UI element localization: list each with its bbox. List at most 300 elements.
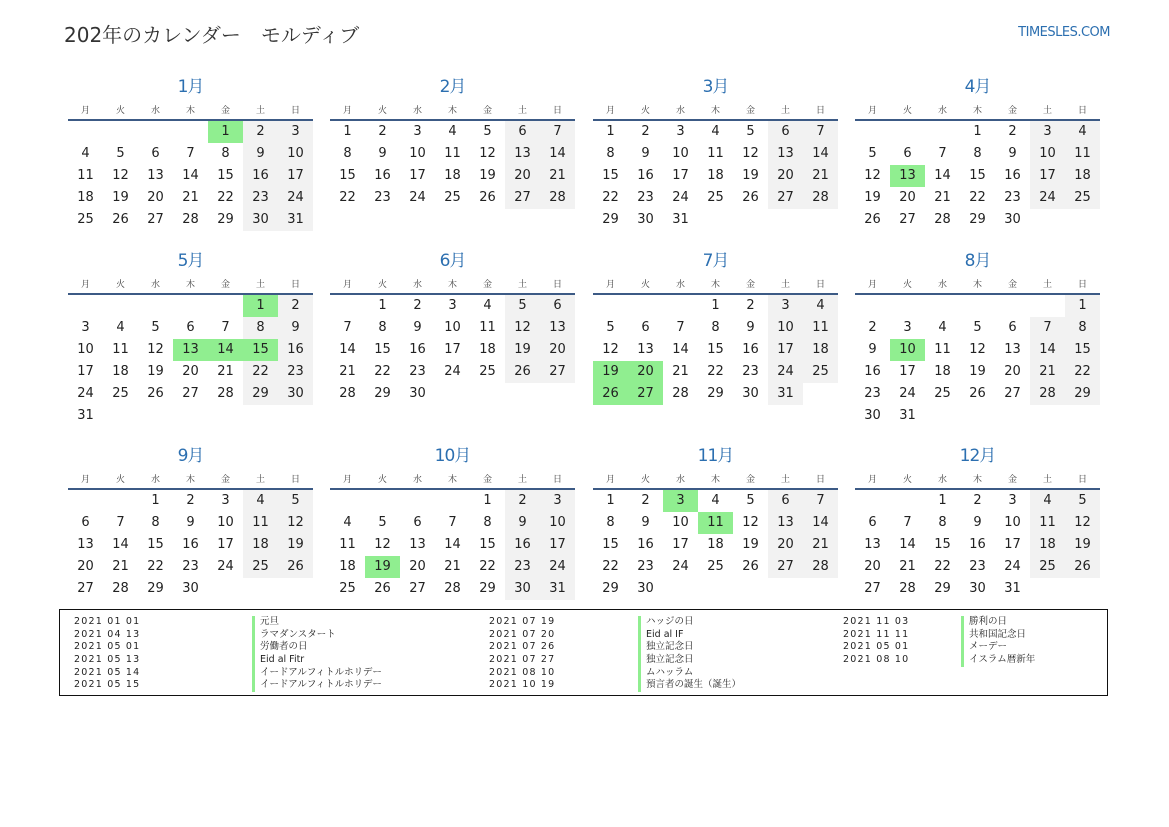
day-cell: 4 <box>116 320 125 335</box>
weekday-label: 火 <box>377 106 387 116</box>
weekday-label: 木 <box>972 106 982 116</box>
day-cell: 27 <box>768 556 803 578</box>
day-cell: 16 <box>864 364 881 379</box>
day-cell: 5 <box>151 320 160 335</box>
day-cell: 21 <box>339 364 356 379</box>
day-cell: 22 <box>934 559 951 574</box>
day-cell: 15 <box>479 537 496 552</box>
day-cell: 2 <box>378 124 387 139</box>
day-cell: 1 <box>1065 295 1100 317</box>
month-name: 1月 <box>177 77 204 97</box>
day-cell: 3 <box>903 320 912 335</box>
day-cell: 22 <box>243 361 278 383</box>
day-cell: 26 <box>374 581 391 596</box>
holiday-name: 勝利の日 <box>961 616 1007 629</box>
weekday-label: 土 <box>1042 106 1052 116</box>
holiday-date: 2021 05 01 <box>843 641 910 653</box>
day-cell: 1 <box>378 298 387 313</box>
day-cell: 10 <box>77 342 94 357</box>
day-cell: 13 <box>637 342 654 357</box>
day-cell: 10 <box>540 512 575 534</box>
day-cell: 12 <box>742 515 759 530</box>
month-name: 2月 <box>439 77 466 97</box>
weekday-label: 火 <box>115 106 125 116</box>
weekday-header <box>855 103 1100 116</box>
weekday-label: 火 <box>640 280 650 290</box>
day-cell: 10 <box>672 515 689 530</box>
day-cell: 28 <box>112 581 129 596</box>
weekday-label: 木 <box>710 475 720 485</box>
weekday-label: 土 <box>517 280 527 290</box>
day-cell: 28 <box>934 212 951 227</box>
day-cell: 25 <box>707 190 724 205</box>
weekday-label: 木 <box>185 106 195 116</box>
day-cell: 7 <box>903 515 912 530</box>
day-cell: 8 <box>221 146 230 161</box>
holiday-name: 共和国記念日 <box>961 629 1026 642</box>
day-cell: 5 <box>278 490 313 512</box>
weekday-header <box>593 277 838 290</box>
day-cell: 20 <box>768 165 803 187</box>
day-cell: 13 <box>540 317 575 339</box>
day-cell: 6 <box>903 146 912 161</box>
weekday-label: 水 <box>937 475 947 485</box>
holiday-day-cell: 14 <box>208 339 243 361</box>
day-cell: 15 <box>339 168 356 183</box>
weekday-label: 金 <box>745 280 755 290</box>
weekday-label: 土 <box>517 475 527 485</box>
day-cell: 25 <box>339 581 356 596</box>
day-cell: 9 <box>413 320 422 335</box>
holiday-day-cell: 1 <box>208 121 243 143</box>
day-cell: 17 <box>672 168 689 183</box>
day-cell: 5 <box>746 493 755 508</box>
day-cell: 27 <box>1004 386 1021 401</box>
weekday-label: 金 <box>482 280 492 290</box>
day-cell: 19 <box>969 364 986 379</box>
weekday-label: 火 <box>902 106 912 116</box>
day-cell: 27 <box>409 581 426 596</box>
day-cell: 2 <box>186 493 195 508</box>
weekday-label: 日 <box>815 106 825 116</box>
day-cell: 23 <box>969 559 986 574</box>
day-cell: 14 <box>444 537 461 552</box>
day-cell: 23 <box>742 364 759 379</box>
day-cell: 12 <box>505 317 540 339</box>
day-cell: 27 <box>505 187 540 209</box>
day-cell: 8 <box>1065 317 1100 339</box>
weekday-label: 土 <box>780 475 790 485</box>
holiday-date: 2021 07 20 <box>489 628 556 640</box>
day-cell: 11 <box>339 537 356 552</box>
day-cell: 8 <box>973 146 982 161</box>
day-cell: 1 <box>606 124 615 139</box>
day-cell: 23 <box>637 190 654 205</box>
day-cell: 26 <box>742 190 759 205</box>
day-cell: 23 <box>243 187 278 209</box>
day-cell: 5 <box>1065 490 1100 512</box>
day-cell: 18 <box>339 559 356 574</box>
site-link[interactable]: TIMESLES.COM <box>1018 25 1110 40</box>
holiday-name: イードアルフィトルホリデー <box>252 679 382 692</box>
weekday-label: 木 <box>447 475 457 485</box>
holiday-date: 2021 05 15 <box>74 679 141 691</box>
day-cell: 17 <box>409 168 426 183</box>
day-cell: 17 <box>540 534 575 556</box>
day-cell: 15 <box>707 342 724 357</box>
month-name: 11月 <box>697 446 734 466</box>
day-cell: 13 <box>409 537 426 552</box>
day-cell: 10 <box>672 146 689 161</box>
weekday-label: 日 <box>552 475 562 485</box>
day-cell: 18 <box>444 168 461 183</box>
day-cell: 21 <box>1030 361 1065 383</box>
day-cell: 5 <box>606 320 615 335</box>
weekday-label: 土 <box>255 280 265 290</box>
day-cell: 1 <box>343 124 352 139</box>
day-cell: 27 <box>864 581 881 596</box>
day-cell: 14 <box>803 143 838 165</box>
day-cell: 10 <box>278 143 313 165</box>
day-cell: 14 <box>1030 339 1065 361</box>
day-cell: 15 <box>969 168 986 183</box>
day-cell: 12 <box>112 168 129 183</box>
holiday-name: ムハッラム <box>638 667 693 680</box>
holiday-date: 2021 07 19 <box>489 616 556 627</box>
day-cell: 11 <box>444 146 461 161</box>
weekday-header <box>68 472 313 485</box>
weekday-label: 水 <box>675 475 685 485</box>
day-cell: 30 <box>742 386 759 401</box>
weekday-label: 木 <box>972 280 982 290</box>
month-name: 7月 <box>702 251 729 271</box>
day-cell: 3 <box>1008 493 1017 508</box>
day-cell: 17 <box>444 342 461 357</box>
day-cell: 31 <box>768 383 803 405</box>
day-cell: 25 <box>1065 187 1100 209</box>
weekday-label: 日 <box>290 106 300 116</box>
holiday-day-cell: 20 <box>628 361 663 383</box>
weekday-label: 金 <box>482 106 492 116</box>
day-cell: 22 <box>602 190 619 205</box>
day-cell: 30 <box>637 581 654 596</box>
day-cell: 3 <box>81 320 90 335</box>
day-cell: 19 <box>278 534 313 556</box>
day-cell: 24 <box>540 556 575 578</box>
day-cell: 2 <box>413 298 422 313</box>
day-cell: 25 <box>112 386 129 401</box>
day-cell: 6 <box>540 295 575 317</box>
holiday-date: 2021 11 11 <box>843 628 910 640</box>
day-cell: 18 <box>803 339 838 361</box>
day-cell: 31 <box>77 408 94 423</box>
day-cell: 5 <box>973 320 982 335</box>
weekday-label: 水 <box>937 106 947 116</box>
day-cell: 25 <box>77 212 94 227</box>
day-cell: 24 <box>672 190 689 205</box>
day-cell: 11 <box>707 146 724 161</box>
day-cell: 21 <box>899 559 916 574</box>
day-cell: 7 <box>938 146 947 161</box>
day-cell: 26 <box>742 559 759 574</box>
holiday-list <box>59 609 1108 696</box>
day-cell: 14 <box>182 168 199 183</box>
day-cell: 25 <box>934 386 951 401</box>
weekday-label: 火 <box>902 475 912 485</box>
day-cell: 10 <box>768 317 803 339</box>
weekday-label: 火 <box>115 475 125 485</box>
day-cell: 15 <box>934 537 951 552</box>
day-cell: 3 <box>413 124 422 139</box>
holiday-name: 独立記念日 <box>638 654 694 667</box>
day-cell: 9 <box>868 342 877 357</box>
day-cell: 12 <box>1065 512 1100 534</box>
day-cell: 23 <box>1004 190 1021 205</box>
month-name: 5月 <box>177 251 204 271</box>
day-cell: 13 <box>864 537 881 552</box>
day-cell: 1 <box>938 493 947 508</box>
day-cell: 4 <box>448 124 457 139</box>
day-cell: 24 <box>1004 559 1021 574</box>
day-cell: 7 <box>221 320 230 335</box>
day-cell: 9 <box>641 146 650 161</box>
day-cell: 7 <box>116 515 125 530</box>
day-cell: 25 <box>444 190 461 205</box>
day-cell: 8 <box>483 515 492 530</box>
day-cell: 21 <box>540 165 575 187</box>
day-cell: 4 <box>711 493 720 508</box>
day-cell: 24 <box>672 559 689 574</box>
holiday-name: イードアルフィトルホリデー <box>252 667 382 680</box>
day-cell: 15 <box>602 537 619 552</box>
day-cell: 17 <box>278 165 313 187</box>
day-cell: 20 <box>1004 364 1021 379</box>
weekday-label: 水 <box>412 475 422 485</box>
day-cell: 17 <box>899 364 916 379</box>
weekday-label: 木 <box>447 106 457 116</box>
holiday-date: 2021 07 26 <box>489 641 556 653</box>
day-cell: 6 <box>1008 320 1017 335</box>
day-cell: 4 <box>1065 121 1100 143</box>
day-cell: 19 <box>1065 534 1100 556</box>
day-cell: 23 <box>864 386 881 401</box>
weekday-label: 木 <box>185 280 195 290</box>
day-cell: 12 <box>742 146 759 161</box>
weekday-label: 月 <box>342 106 352 116</box>
day-cell: 21 <box>112 559 129 574</box>
day-cell: 27 <box>768 187 803 209</box>
day-cell: 12 <box>374 537 391 552</box>
holiday-day-cell: 15 <box>243 339 278 361</box>
weekday-label: 土 <box>255 106 265 116</box>
day-cell: 21 <box>934 190 951 205</box>
day-cell: 3 <box>540 490 575 512</box>
weekday-header <box>593 103 838 116</box>
holiday-date: 2021 05 13 <box>74 654 141 666</box>
day-cell: 6 <box>768 490 803 512</box>
day-cell: 30 <box>182 581 199 596</box>
day-cell: 16 <box>409 342 426 357</box>
day-cell: 7 <box>803 121 838 143</box>
day-cell: 22 <box>707 364 724 379</box>
weekday-label: 火 <box>115 280 125 290</box>
day-cell: 28 <box>444 581 461 596</box>
day-cell: 29 <box>934 581 951 596</box>
day-cell: 22 <box>217 190 234 205</box>
day-cell: 14 <box>899 537 916 552</box>
day-cell: 7 <box>343 320 352 335</box>
day-cell: 11 <box>803 317 838 339</box>
day-cell: 20 <box>409 559 426 574</box>
day-cell: 28 <box>339 386 356 401</box>
weekday-label: 月 <box>342 475 352 485</box>
day-cell: 12 <box>147 342 164 357</box>
weekday-label: 土 <box>1042 280 1052 290</box>
day-cell: 3 <box>221 493 230 508</box>
day-cell: 9 <box>378 146 387 161</box>
weekday-label: 日 <box>815 280 825 290</box>
day-cell: 6 <box>186 320 195 335</box>
day-cell: 6 <box>505 121 540 143</box>
day-cell: 31 <box>899 408 916 423</box>
day-cell: 22 <box>339 190 356 205</box>
holiday-day-cell: 1 <box>243 295 278 317</box>
day-cell: 9 <box>973 515 982 530</box>
weekday-label: 火 <box>640 106 650 116</box>
weekday-label: 火 <box>377 280 387 290</box>
day-cell: 9 <box>505 512 540 534</box>
day-cell: 19 <box>505 339 540 361</box>
day-cell: 24 <box>278 187 313 209</box>
weekday-label: 月 <box>605 280 615 290</box>
day-cell: 30 <box>278 383 313 405</box>
day-cell: 30 <box>969 581 986 596</box>
weekday-label: 月 <box>867 280 877 290</box>
weekday-label: 月 <box>80 106 90 116</box>
day-cell: 12 <box>602 342 619 357</box>
day-cell: 19 <box>742 537 759 552</box>
weekday-header <box>68 103 313 116</box>
holiday-date: 2021 05 01 <box>74 641 141 653</box>
day-cell: 17 <box>217 537 234 552</box>
day-cell: 21 <box>803 165 838 187</box>
day-cell: 5 <box>868 146 877 161</box>
weekday-label: 金 <box>1007 280 1017 290</box>
weekday-label: 金 <box>1007 475 1017 485</box>
day-cell: 28 <box>899 581 916 596</box>
month-name: 12月 <box>959 446 996 466</box>
weekday-label: 月 <box>80 280 90 290</box>
day-cell: 4 <box>343 515 352 530</box>
weekday-header <box>330 472 575 485</box>
holiday-date: 2021 05 14 <box>74 666 141 678</box>
month-name: 6月 <box>439 251 466 271</box>
day-cell: 26 <box>147 386 164 401</box>
day-cell: 10 <box>1030 143 1065 165</box>
day-cell: 14 <box>672 342 689 357</box>
weekday-label: 金 <box>220 475 230 485</box>
day-cell: 31 <box>540 578 575 600</box>
weekday-header <box>855 277 1100 290</box>
day-cell: 23 <box>182 559 199 574</box>
day-cell: 21 <box>803 534 838 556</box>
weekday-label: 月 <box>605 475 615 485</box>
holiday-name: ラマダンスタート <box>252 629 336 642</box>
weekday-label: 日 <box>552 280 562 290</box>
day-cell: 30 <box>409 386 426 401</box>
day-cell: 17 <box>1030 165 1065 187</box>
day-cell: 17 <box>672 537 689 552</box>
day-cell: 3 <box>676 124 685 139</box>
weekday-label: 月 <box>342 280 352 290</box>
day-cell: 23 <box>637 559 654 574</box>
day-cell: 16 <box>969 537 986 552</box>
day-cell: 7 <box>1030 317 1065 339</box>
holiday-date: 2021 08 10 <box>489 666 556 678</box>
day-cell: 21 <box>217 364 234 379</box>
holiday-date: 2021 04 13 <box>74 628 141 640</box>
day-cell: 3 <box>768 295 803 317</box>
day-cell: 29 <box>602 581 619 596</box>
day-cell: 19 <box>742 168 759 183</box>
day-cell: 23 <box>278 361 313 383</box>
weekday-label: 月 <box>605 106 615 116</box>
weekday-label: 水 <box>150 106 160 116</box>
day-cell: 19 <box>147 364 164 379</box>
day-cell: 8 <box>151 515 160 530</box>
day-cell: 11 <box>479 320 496 335</box>
holiday-date: 2021 10 19 <box>489 679 556 691</box>
day-cell: 29 <box>1065 383 1100 405</box>
weekday-label: 木 <box>710 106 720 116</box>
day-cell: 17 <box>768 339 803 361</box>
day-cell: 2 <box>973 493 982 508</box>
day-cell: 16 <box>637 168 654 183</box>
day-cell: 16 <box>742 342 759 357</box>
day-cell: 9 <box>186 515 195 530</box>
day-cell: 30 <box>864 408 881 423</box>
day-cell: 27 <box>77 581 94 596</box>
day-cell: 15 <box>147 537 164 552</box>
day-cell: 12 <box>278 512 313 534</box>
day-cell: 4 <box>1030 490 1065 512</box>
day-cell: 14 <box>540 143 575 165</box>
day-cell: 25 <box>243 556 278 578</box>
day-cell: 26 <box>969 386 986 401</box>
weekday-label: 日 <box>552 106 562 116</box>
weekday-label: 月 <box>80 475 90 485</box>
holiday-name: Eid al Fitr <box>252 654 304 667</box>
weekday-label: 水 <box>412 106 422 116</box>
day-cell: 29 <box>374 386 391 401</box>
day-cell: 31 <box>672 212 689 227</box>
day-cell: 27 <box>899 212 916 227</box>
day-cell: 20 <box>505 165 540 187</box>
day-cell: 24 <box>409 190 426 205</box>
weekday-label: 水 <box>675 106 685 116</box>
day-cell: 16 <box>1004 168 1021 183</box>
day-cell: 1 <box>973 124 982 139</box>
day-cell: 19 <box>864 190 881 205</box>
holiday-day-cell: 19 <box>365 556 400 578</box>
weekday-header <box>855 472 1100 485</box>
day-cell: 7 <box>186 146 195 161</box>
day-cell: 18 <box>112 364 129 379</box>
day-cell: 5 <box>505 295 540 317</box>
weekday-label: 日 <box>1077 280 1087 290</box>
weekday-label: 火 <box>640 475 650 485</box>
day-cell: 18 <box>479 342 496 357</box>
